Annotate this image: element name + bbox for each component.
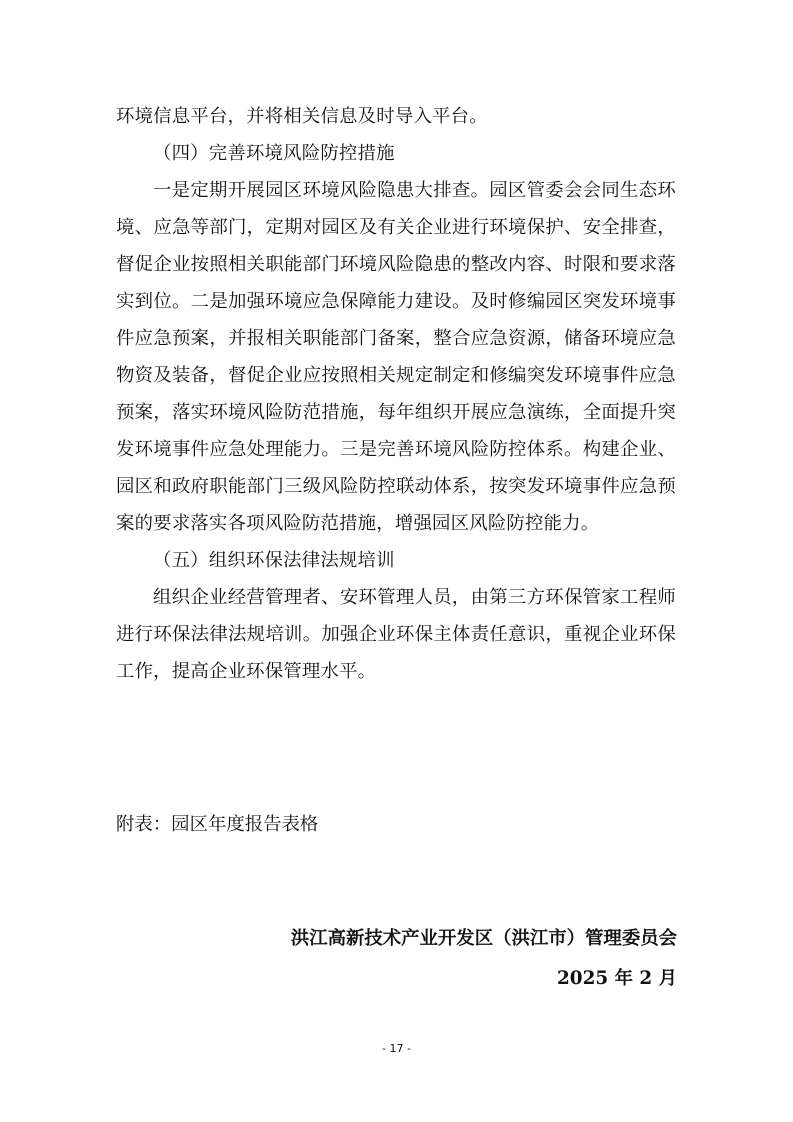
- signature-organization: 洪江高新技术产业开发区（洪江市）管理委员会: [290, 928, 677, 949]
- continued-paragraph: 环境信息平台，并将相关信息及时导入平台。: [116, 106, 488, 127]
- risk-control-paragraph: 一是定期开展园区环境风险隐患大排查。园区管委会会同生态环境、应急等部门，定期对园区及有关企业进行环境保护、安全排查，督促企业按照相关职能部门环境风险隐患的整改内容、时限和要求落实到位。二是加强环境应急保障能力建设。及时修编园区突发环境事件应急预案，并报相关职能部门备案，整合应急资源，储备环境应急物资及装备，督促企业应按照相关规定制定和修编突发环境事件应急预案，落实环境风险防范措施，每年组织开展应急演练，全面提升突发环境事件应急处理能力。三是完善环境风险防控体系。构建企业、园区和政府职能部门三级风险防控联动体系，按突发环境事件应急预案的要求落实各项风险防范措施，增强园区风险防控能力。: [116, 180, 676, 534]
- signature-date: 2025 年 2 月: [557, 968, 677, 989]
- appendix-note: 附表：园区年度报告表格: [116, 814, 319, 835]
- training-paragraph: 组织企业经营管理者、安环管理人员，由第三方环保管家工程师进行环保法律法规培训。加强企业环保主体责任意识，重视企业环保工作，提高企业环保管理水平。: [116, 587, 676, 682]
- section-heading-4: （四）完善环境风险防控措施: [153, 143, 395, 164]
- page-number: - 17 -: [382, 1042, 411, 1055]
- section-heading-5: （五）组织环保法律法规培训: [153, 550, 395, 571]
- document-body: [116, 98, 676, 690]
